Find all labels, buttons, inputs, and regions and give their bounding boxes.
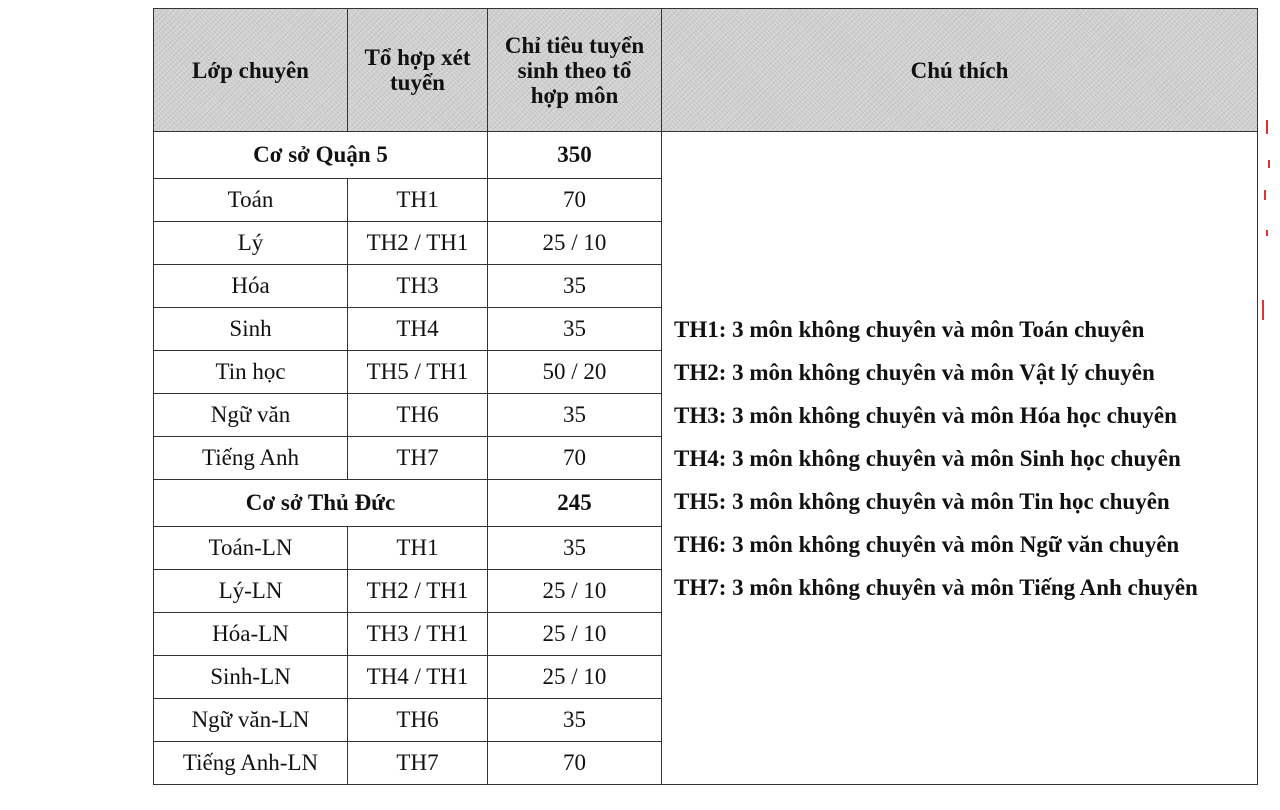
chi-tieu-cell: 35 bbox=[488, 265, 662, 308]
note-line: TH7: 3 môn không chuyên và môn Tiếng Anh chuyên bbox=[674, 575, 1198, 600]
red-margin-marks bbox=[1260, 120, 1276, 340]
to-hop-cell: TH5 / TH1 bbox=[348, 351, 488, 394]
header-chi-tieu: Chỉ tiêu tuyển sinh theo tổ hợp môn bbox=[488, 9, 662, 132]
chi-tieu-cell: 25 / 10 bbox=[488, 570, 662, 613]
to-hop-cell: TH3 / TH1 bbox=[348, 613, 488, 656]
note-line: TH2: 3 môn không chuyên và môn Vật lý chuyên bbox=[674, 360, 1155, 385]
chi-tieu-cell: 25 / 10 bbox=[488, 613, 662, 656]
to-hop-cell: TH1 bbox=[348, 179, 488, 222]
lop-chuyen-cell: Hóa bbox=[154, 265, 348, 308]
to-hop-cell: TH7 bbox=[348, 437, 488, 480]
chi-tieu-cell: 70 bbox=[488, 179, 662, 222]
lop-chuyen-cell: Hóa-LN bbox=[154, 613, 348, 656]
chi-tieu-cell: 35 bbox=[488, 308, 662, 351]
notes-cell bbox=[662, 132, 1258, 785]
group-total: 350 bbox=[488, 132, 662, 179]
to-hop-cell: TH4 / TH1 bbox=[348, 656, 488, 699]
note-line: TH1: 3 môn không chuyên và môn Toán chuyên bbox=[674, 317, 1145, 342]
chi-tieu-cell: 25 / 10 bbox=[488, 222, 662, 265]
note-line: TH3: 3 môn không chuyên và môn Hóa học chuyên bbox=[674, 403, 1177, 428]
chi-tieu-cell: 25 / 10 bbox=[488, 656, 662, 699]
to-hop-cell: TH4 bbox=[348, 308, 488, 351]
to-hop-cell: TH3 bbox=[348, 265, 488, 308]
lop-chuyen-cell: Toán-LN bbox=[154, 527, 348, 570]
header-to-hop: Tổ hợp xét tuyển bbox=[348, 9, 488, 132]
chi-tieu-cell: 50 / 20 bbox=[488, 351, 662, 394]
group-name: Cơ sở Thủ Đức bbox=[154, 480, 488, 527]
chi-tieu-cell: 70 bbox=[488, 437, 662, 480]
header-lop-chuyen: Lớp chuyên bbox=[154, 9, 348, 132]
chi-tieu-cell: 35 bbox=[488, 699, 662, 742]
header-chu-thich: Chú thích bbox=[662, 9, 1258, 132]
chi-tieu-cell: 35 bbox=[488, 394, 662, 437]
lop-chuyen-cell: Ngữ văn-LN bbox=[154, 699, 348, 742]
to-hop-cell: TH2 / TH1 bbox=[348, 222, 488, 265]
group-row bbox=[154, 132, 1258, 179]
admission-quota-table bbox=[153, 8, 1258, 785]
chi-tieu-cell: 70 bbox=[488, 742, 662, 785]
lop-chuyen-cell: Lý-LN bbox=[154, 570, 348, 613]
lop-chuyen-cell: Toán bbox=[154, 179, 348, 222]
to-hop-cell: TH2 / TH1 bbox=[348, 570, 488, 613]
lop-chuyen-cell: Tiếng Anh-LN bbox=[154, 742, 348, 785]
to-hop-cell: TH7 bbox=[348, 742, 488, 785]
lop-chuyen-cell: Tin học bbox=[154, 351, 348, 394]
note-line: TH5: 3 môn không chuyên và môn Tin học chuyên bbox=[674, 489, 1170, 514]
lop-chuyen-cell: Tiếng Anh bbox=[154, 437, 348, 480]
chi-tieu-cell: 35 bbox=[488, 527, 662, 570]
note-line: TH6: 3 môn không chuyên và môn Ngữ văn chuyên bbox=[674, 532, 1180, 557]
header-row bbox=[154, 9, 1258, 132]
to-hop-cell: TH6 bbox=[348, 394, 488, 437]
to-hop-cell: TH6 bbox=[348, 699, 488, 742]
lop-chuyen-cell: Sinh-LN bbox=[154, 656, 348, 699]
group-name: Cơ sở Quận 5 bbox=[154, 132, 488, 179]
lop-chuyen-cell: Sinh bbox=[154, 308, 348, 351]
group-total: 245 bbox=[488, 480, 662, 527]
note-line: TH4: 3 môn không chuyên và môn Sinh học chuyên bbox=[674, 446, 1181, 471]
lop-chuyen-cell: Lý bbox=[154, 222, 348, 265]
lop-chuyen-cell: Ngữ văn bbox=[154, 394, 348, 437]
to-hop-cell: TH1 bbox=[348, 527, 488, 570]
